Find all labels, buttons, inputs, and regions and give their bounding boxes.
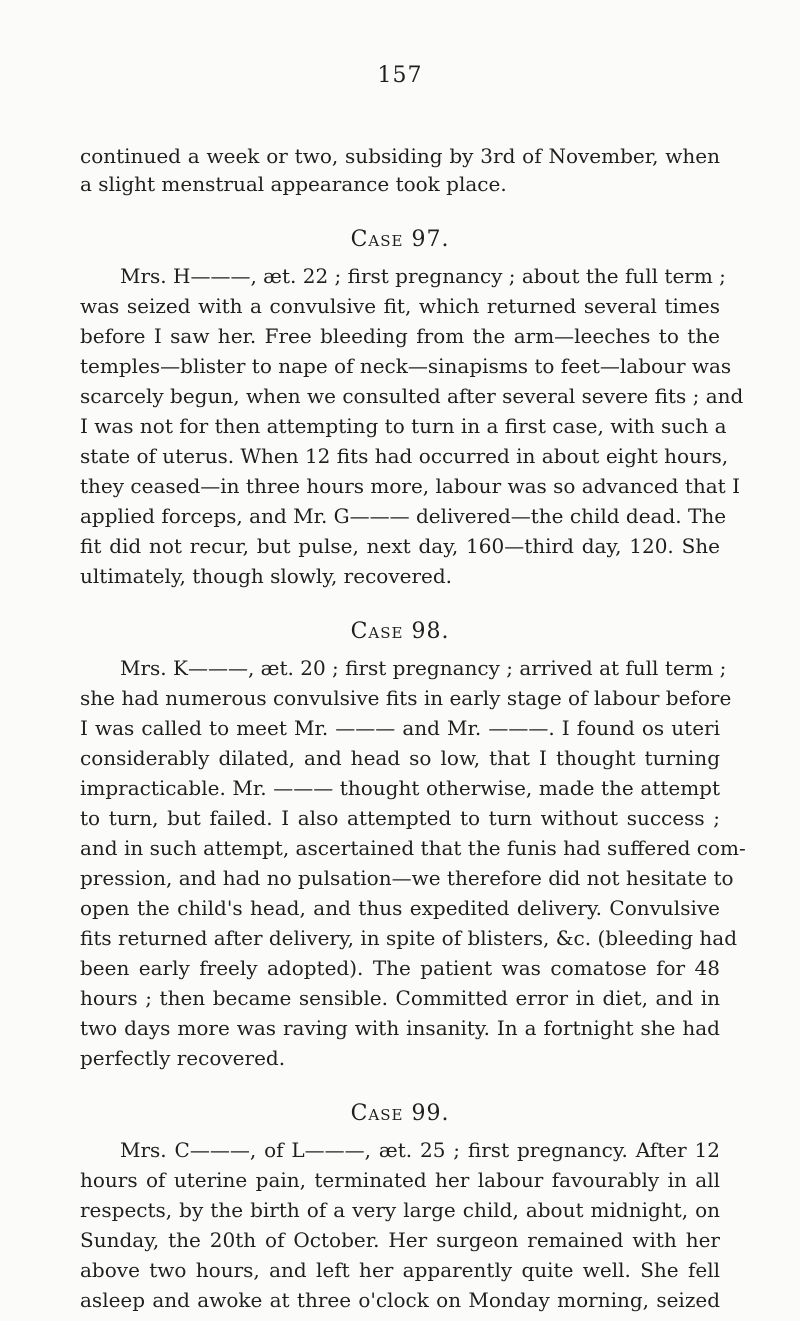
text-line: hours of uterine pain, terminated her labour favourably in all bbox=[80, 1168, 720, 1192]
text-line: fit did not recur, but pulse, next day, 160—third day, 120. She bbox=[80, 534, 720, 558]
text-line: open the child's head, and thus expedited delivery. Convulsive bbox=[80, 896, 720, 920]
text-line: Mrs. C———, of L———, æt. 25 ; first pregnancy. After 12 bbox=[120, 1138, 720, 1162]
text-line: I was called to meet Mr. ——— and Mr. ———. I found os uteri bbox=[80, 716, 720, 740]
text-line: impracticable. Mr. ——— thought otherwise, made the attempt bbox=[80, 776, 720, 800]
text-line: was seized with a convulsive fit, which returned several times bbox=[80, 294, 720, 318]
text-line: before I saw her. Free bleeding from the arm—leeches to the bbox=[80, 324, 720, 348]
text-line: considerably dilated, and head so low, that I thought turning bbox=[80, 746, 720, 770]
text-line: she had numerous convulsive fits in early stage of labour before bbox=[80, 686, 732, 710]
text-line: state of uterus. When 12 fits had occurred in about eight hours, bbox=[80, 444, 729, 468]
text-line: above two hours, and left her apparently quite well. She fell bbox=[80, 1258, 720, 1282]
text-line: respects, by the birth of a very large child, about midnight, on bbox=[80, 1198, 720, 1222]
text-line: hours ; then became sensible. Committed error in diet, and in bbox=[80, 986, 720, 1010]
text-line: a slight menstrual appearance took place. bbox=[80, 172, 507, 196]
text-line: two days more was raving with insanity. In a fortnight she had bbox=[80, 1016, 720, 1040]
text-line: ultimately, though slowly, recovered. bbox=[80, 564, 453, 588]
text-line: they ceased—in three hours more, labour was so advanced that I bbox=[80, 474, 740, 498]
case-98-heading: Case 98. bbox=[350, 619, 450, 644]
text-line: applied forceps, and Mr. G——— delivered—the child dead. The bbox=[80, 504, 727, 528]
case-99-heading: Case 99. bbox=[350, 1101, 450, 1126]
text-line: Mrs. H———, æt. 22 ; first pregnancy ; about the full term ; bbox=[120, 264, 726, 288]
text-line: perfectly recovered. bbox=[80, 1046, 286, 1070]
text-line: I was not for then attempting to turn in a first case, with such a bbox=[80, 414, 727, 438]
text-line: scarcely begun, when we consulted after several severe fits ; and bbox=[80, 384, 744, 408]
text-line: and in such attempt, ascertained that the funis had suffered com- bbox=[80, 836, 746, 860]
case-97-heading: Case 97. bbox=[350, 227, 450, 252]
text-line: pression, and had no pulsation—we therefore did not hesitate to bbox=[80, 866, 734, 890]
page-number: 157 bbox=[377, 63, 423, 88]
text-line: Sunday, the 20th of October. Her surgeon remained with her bbox=[80, 1228, 720, 1252]
text-line: fits returned after delivery, in spite of blisters, &c. (bleeding had bbox=[80, 926, 737, 950]
text-line: been early freely adopted). The patient was comatose for 48 bbox=[80, 956, 720, 980]
text-line: asleep and awoke at three o'clock on Monday morning, seized bbox=[80, 1288, 720, 1312]
text-line: Mrs. K———, æt. 20 ; first pregnancy ; arrived at full term ; bbox=[120, 656, 727, 680]
text-line: continued a week or two, subsiding by 3rd of November, when bbox=[80, 144, 720, 168]
text-line: to turn, but failed. I also attempted to turn without success ; bbox=[80, 806, 720, 830]
text-line: temples—blister to nape of neck—sinapisms to feet—labour was bbox=[80, 354, 732, 378]
